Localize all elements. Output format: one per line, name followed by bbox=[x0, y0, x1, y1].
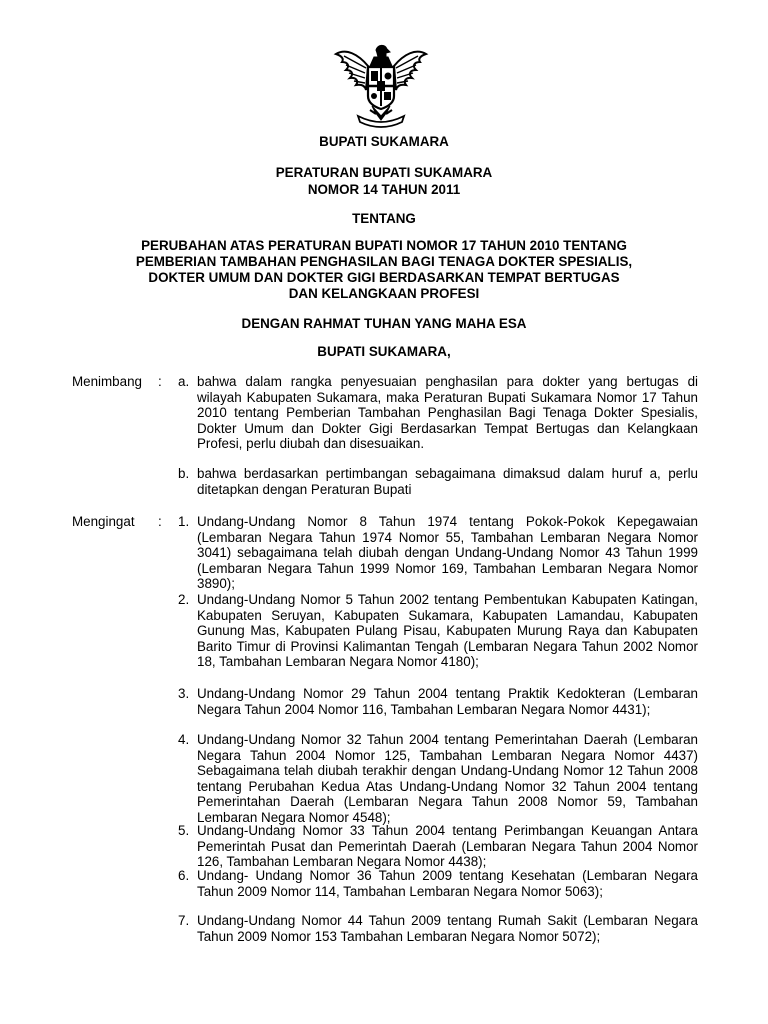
item-marker: 4. bbox=[178, 732, 190, 747]
menimbang-colon: : bbox=[158, 374, 162, 389]
subject-line: DOKTER UMUM DAN DOKTER GIGI BERDASARKAN TEMPAT BERTUGAS bbox=[148, 270, 620, 285]
item-text: bahwa berdasarkan pertimbangan sebagaimana dimaksud dalam huruf a, perlu ditetapkan dengan Peraturan Bupati bbox=[197, 466, 698, 497]
item-marker: 2. bbox=[178, 592, 190, 607]
regent-heading: BUPATI SUKAMARA bbox=[319, 134, 449, 149]
mengingat-item bbox=[178, 592, 698, 670]
item-text: Undang-Undang Nomor 32 Tahun 2004 tentang Pemerintahan Daerah (Lembaran Negara Tahun 2004 Nomor 125, Tambahan Lembaran Negara Nomor 4437) Sebagaimana telah diubah terakhir dengan Undang-Undang Nomor 12 Tahun 2008 tentang Perubahan Kedua Atas Undang-Undang Nomor 32 Tahun 2004 tentang Pemerintahan Daerah (Lembaran Negara Tahun 2008 Nomor 59, Tambahan Lembaran Negara Nomor 4548); bbox=[197, 732, 698, 825]
item-marker: 1. bbox=[178, 514, 190, 529]
item-marker: 5. bbox=[178, 823, 190, 838]
item-text: bahwa dalam rangka penyesuaian penghasilan para dokter yang bertugas di wilayah Kabupaten Sukamara, maka Peraturan Bupati Sukamara Nomor 17 Tahun 2010 tentang Pemberian Tambahan Penghasilan Bagi Tenaga Dokter Spesialis, Dokter Umum dan Dokter Gigi Berdasarkan Tempat Bertugas dan Kelangkaan Profesi, perlu diubah dan disesuaikan. bbox=[197, 374, 698, 451]
regulation-title: PERATURAN BUPATI SUKAMARA bbox=[275, 165, 493, 180]
mengingat-item bbox=[178, 686, 698, 717]
menimbang-item bbox=[178, 466, 698, 497]
item-text: Undang-Undang Nomor 8 Tahun 1974 tentang Pokok-Pokok Kepegawaian (Lembaran Negara Tahun 1974 Nomor 55, Tambahan Lembaran Negara Nomor 3041) sebagaimana telah diubah dengan Undang-Undang Nomor 43 Tahun 1999 (Lembaran Negara Tahun 1999 Nomor 169, Tambahan Lembaran Negara Nomor 3890); bbox=[197, 514, 698, 591]
menimbang-label: Menimbang bbox=[72, 374, 142, 389]
item-marker: 3. bbox=[178, 686, 190, 701]
item-text: Undang-Undang Nomor 29 Tahun 2004 tentang Praktik Kedokteran (Lembaran Negara Tahun 2004 Nomor 116, Tambahan Lembaran Negara Nomor 4431); bbox=[197, 686, 698, 717]
mengingat-colon: : bbox=[158, 514, 162, 529]
item-text: Undang- Undang Nomor 36 Tahun 2009 tentang Kesehatan (Lembaran Negara Tahun 2009 Nomor 114, Tambahan Lembaran Negara Nomor 5063); bbox=[197, 868, 698, 899]
mengingat-item bbox=[178, 823, 698, 870]
item-text: Undang-Undang Nomor 5 Tahun 2002 tentang Pembentukan Kabupaten Katingan, Kabupaten Seruyan, Kabupaten Sukamara, Kabupaten Lamandau, Kabupaten Gunung Mas, Kabupaten Pulang Pisau, Kabupaten Murung Raya dan Kabupaten Barito Timur di Provinsi Kalimantan Tengah (Lembaran Negara Tahun 2002 Nomor 18, Tambahan Lembaran Negara Nomor 4180); bbox=[197, 592, 698, 669]
item-marker: a. bbox=[178, 374, 190, 389]
subject-line: DAN KELANGKAAN PROFESI bbox=[288, 286, 480, 301]
blessing-line: DENGAN RAHMAT TUHAN YANG MAHA ESA bbox=[241, 316, 527, 331]
garuda-emblem-icon bbox=[330, 40, 432, 128]
item-marker: 6. bbox=[178, 868, 190, 883]
item-text: Undang-Undang Nomor 33 Tahun 2004 tentang Perimbangan Keuangan Antara Pemerintah Pusat dan Pemerintah Daerah (Lembaran Negara Tahun 2004 Nomor 126, Tambahan Lembaran Negara Nomor 4438); bbox=[197, 823, 698, 869]
item-marker: 7. bbox=[178, 913, 190, 928]
mengingat-item bbox=[178, 913, 698, 944]
about-label: TENTANG bbox=[352, 211, 416, 226]
mengingat-item bbox=[178, 732, 698, 825]
subject-line: PEMBERIAN TAMBAHAN PENGHASILAN BAGI TENAGA DOKTER SPESIALIS, bbox=[135, 254, 633, 269]
item-text: Undang-Undang Nomor 44 Tahun 2009 tentang Rumah Sakit (Lembaran Negara Tahun 2009 Nomor 153 Tambahan Lembaran Negara Nomor 5072); bbox=[197, 913, 698, 944]
mengingat-item bbox=[178, 868, 698, 899]
regulation-number: NOMOR 14 TAHUN 2011 bbox=[307, 182, 461, 197]
item-marker: b. bbox=[178, 466, 190, 481]
mengingat-label: Mengingat bbox=[72, 514, 135, 529]
regent-signatory-heading: BUPATI SUKAMARA, bbox=[317, 344, 451, 359]
mengingat-item bbox=[178, 514, 698, 592]
subject-line: PERUBAHAN ATAS PERATURAN BUPATI NOMOR 17 TAHUN 2010 TENTANG bbox=[141, 238, 627, 253]
menimbang-item bbox=[178, 374, 698, 452]
